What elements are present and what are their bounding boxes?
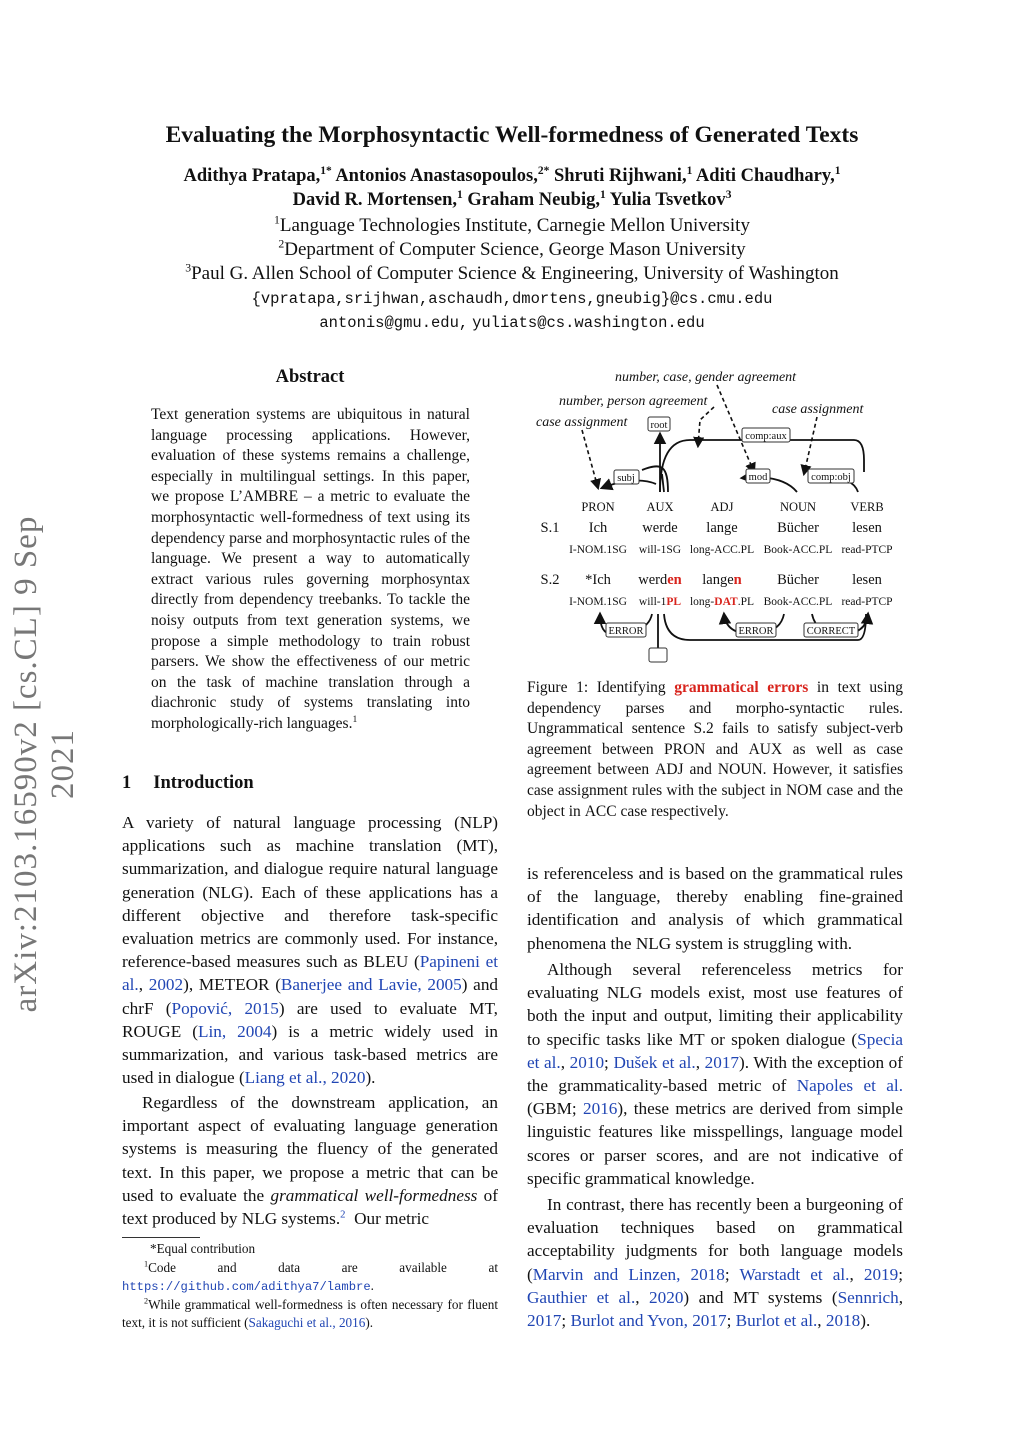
sentence-s2 <box>541 572 883 588</box>
citation-link[interactable]: 2017 <box>704 1052 739 1072</box>
relation-label-subj <box>614 470 639 484</box>
author: David R. Mortensen,$^1$ <box>292 188 463 210</box>
svg-text:lesen: lesen <box>852 572 882 588</box>
sentence-label: S.1 <box>540 520 560 536</box>
relation-label-comp-aux <box>742 428 790 442</box>
author: Antonios Anastasopoulos,$^{2*}$ <box>335 164 550 186</box>
svg-text:root: root <box>650 420 668 431</box>
svg-text:will-1PL: will-1PL <box>638 596 682 608</box>
figure-1-diagram <box>522 362 912 667</box>
pos-tags <box>581 500 883 514</box>
citation-link[interactable]: Dušek et al. <box>613 1052 696 1072</box>
author-line-1 <box>0 166 1024 187</box>
sentence-s1 <box>541 520 883 536</box>
svg-text:werde: werde <box>642 520 678 536</box>
svg-text:read-PTCP: read-PTCP <box>841 544 893 556</box>
svg-text:werden: werden <box>638 572 682 588</box>
annotation-case-assignment-left: case assignment <box>536 415 628 430</box>
email[interactable]: antonis@gmu.edu, <box>319 314 469 332</box>
abstract-heading: Abstract <box>275 367 345 387</box>
citation-link[interactable]: Sennrich <box>837 1287 899 1307</box>
svg-text:Book-ACC.PL: Book-ACC.PL <box>763 544 833 556</box>
author: Shruti Rijhwani,$^1$ <box>553 164 693 186</box>
svg-text:subj: subj <box>617 473 635 484</box>
citation-link[interactable]: Gauthier et al. <box>527 1287 636 1307</box>
author: Aditi Chaudhary,$^1$ <box>695 164 841 186</box>
pos-tag: VERB <box>850 500 884 514</box>
arxiv-identifier: arXiv:2103.16590v2 [cs.CL] 9 Sep 2021 <box>8 515 81 1013</box>
citation-link[interactable]: Burlot et al. <box>735 1311 818 1331</box>
svg-text:comp:aux: comp:aux <box>745 431 787 442</box>
affiliation: $^3$Paul G. Allen School of Computer Science & Engineering, University of Washington <box>185 261 839 284</box>
annotation-number-case-gender: number, case, gender agreement <box>615 370 797 385</box>
citation-link[interactable]: Sakaguchi et al., 2016 <box>248 1315 366 1330</box>
svg-text:long-ACC.PL: long-ACC.PL <box>689 544 755 556</box>
citation-link[interactable]: 2019 <box>863 1264 899 1284</box>
svg-text:ERROR: ERROR <box>608 626 644 637</box>
right-paragraph-2: Although several referenceless metrics for evaluating NLG models exist, most use features of both the input and output, limiting their applicability to specific tasks like MT or spoken dialogue (Specia et al., 2010; Dušek et al., 2017). With the exception of the grammaticality-based metric of Napoles et al. (GBM; 2016), these metrics are derived from simple linguistic features like misspellings, language model scores or parser scores, and are not indicative of specific grammatical knowledge. <box>527 960 904 1188</box>
footnote-equal: *Equal contribution <box>150 1241 256 1256</box>
pos-tag: AUX <box>646 500 674 514</box>
annotation-number-person: number, person agreement <box>559 394 708 409</box>
figure-1-caption: Figure 1: Identifying grammatical errors in text using dependency parses and morpho-syntactic rules. Ungrammatical sentence S.2 fails to satisfy subject-verb agreement between PRON and AUX as well as case agreement between ADJ and NOUN. However, it satisfies case assignment rules with the subject in NOM case and the object in ACC case respectively. <box>527 679 904 820</box>
svg-text:I-NOM.1SG: I-NOM.1SG <box>569 544 627 556</box>
section-heading: 1 Introduction <box>122 773 254 793</box>
footnote-2: $^2$While grammatical well-formedness is often necessary for fluent text, it is not sufficient (Sakaguchi et al., 2016). <box>122 1296 498 1330</box>
abstract-body: Text generation systems are ubiquitous in natural language processing applications. However, evaluation of these systems remains a challenge, especially in multilingual settings. In this paper, we propose L’AMBRE – a metric to evaluate the morphosyntactic well-formedness of text using its dependency parse and morphosyntactic rules of the language. We present a way to automatically extract various rules governing morphosyntax directly from dependency treebanks. To tackle the noisy outputs from text generation systems, we propose a simple methodology to train robust parsers. We show the effectiveness of our metric on the task of machine translation through a diachronic study of systems translating into morphologically-rich languages.$^1$ <box>151 406 471 732</box>
right-paragraph-1: is referenceless and is based on the grammatical rules of the language, thereby enabling fine-grained identification and analysis of which grammatical phenomena the NLG system is struggling with. <box>527 864 903 953</box>
citation-link[interactable]: 2016 <box>583 1099 618 1119</box>
verdict-correct <box>804 623 858 637</box>
citation-link[interactable]: Papineni et al. <box>122 952 498 995</box>
relation-label-root <box>648 417 670 431</box>
sentence-label: S.2 <box>540 572 560 588</box>
paper-title: Evaluating the Morphosyntactic Well-formedness of Generated Texts <box>165 122 859 148</box>
citation-link[interactable]: 2010 <box>569 1052 605 1072</box>
svg-text:mod: mod <box>748 472 768 483</box>
glosses-s1 <box>569 544 892 556</box>
footnote-link[interactable]: 2 <box>340 1209 346 1221</box>
svg-text:ERROR: ERROR <box>738 626 774 637</box>
svg-text:*Ich: *Ich <box>585 572 611 588</box>
intro-paragraph-2: Regardless of the downstream application, an important aspect of evaluating language generation systems is measuring the fluency of the generated text. In this paper, we propose a metric that can be used to evaluate the grammatical well-formedness of text produced by NLG systems.$^2$ Our metric <box>122 1093 498 1229</box>
glosses-s2 <box>569 596 892 608</box>
svg-text:CORRECT: CORRECT <box>806 626 856 637</box>
svg-text:will-1SG: will-1SG <box>638 544 682 556</box>
svg-text:Bücher: Bücher <box>777 572 819 588</box>
svg-text:I-NOM.1SG: I-NOM.1SG <box>569 596 627 608</box>
svg-text:long-DAT.PL: long-DAT.PL <box>689 596 755 608</box>
citation-link[interactable]: Banerjee and Lavie, 2005 <box>280 975 462 995</box>
intro-paragraph-1: A variety of natural language processing (NLP) applications such as machine translation (MT), summarization, and dialogue require natural language generation (NLG). Each of these applications has a different objective and therefore task-specific evaluation metrics are commonly used. For instance, reference-based measures such as BLEU (Papineni et al., 2002), METEOR (Banerjee and Lavie, 2005) and chrF (Popović, 2015) are used to evaluate MT, ROUGE (Lin, 2004) is a metric widely used in summarization, and various task-based metrics are used in dialogue (Liang et al., 2020). <box>122 813 499 1088</box>
email-line-2 <box>0 314 1024 332</box>
verdict-error-2 <box>736 623 776 637</box>
root-box-s2 <box>649 648 667 662</box>
svg-text:lange: lange <box>706 520 738 536</box>
verdict-error-1 <box>606 623 646 637</box>
citation-link[interactable]: 2018 <box>825 1311 861 1331</box>
caption-highlight: grammatical errors <box>674 679 809 696</box>
citation-link[interactable]: 2002 <box>148 975 184 995</box>
pos-tag: NOUN <box>779 500 817 514</box>
citation-link[interactable]: 2020 <box>649 1287 684 1307</box>
relation-label-mod <box>746 469 770 483</box>
pos-tag: PRON <box>581 500 615 514</box>
svg-text:Bücher: Bücher <box>777 520 819 536</box>
affiliation: $^2$Department of Computer Science, George Mason University <box>278 237 746 260</box>
svg-text:langen: langen <box>702 572 742 588</box>
author: Adithya Pratapa,$^{1*}$ <box>183 164 332 186</box>
affiliation: $^1$Language Technologies Institute, Carnegie Mellon University <box>274 213 750 236</box>
metric-name: L’AMBRE <box>229 488 299 506</box>
footnote-rule <box>122 1237 200 1238</box>
svg-text:Ich: Ich <box>588 520 608 536</box>
pos-tag: ADJ <box>710 500 734 514</box>
author-line-2 <box>0 190 1024 211</box>
citation-link[interactable]: Popović, 2015 <box>171 998 279 1018</box>
annotation-case-assignment-right: case assignment <box>772 402 864 417</box>
citation-link[interactable]: Lin, 2004 <box>197 1021 272 1041</box>
right-paragraph-3: In contrast, there has recently been a burgeoning of evaluation techniques based on grammatical acceptability judgments for both language models (Marvin and Linzen, 2018; Warstadt et al., 2019; Gauthier et al., 2020) and MT systems (Sennrich, 2017; Burlot and Yvon, 2017; Burlot et al., 2018). <box>527 1195 903 1331</box>
footnote-1: $^1$Code and data are available at https://github.com/adithya7/lambre. <box>122 1259 498 1294</box>
svg-text:Book-ACC.PL: Book-ACC.PL <box>763 596 833 608</box>
citation-link[interactable]: Burlot and Yvon, 2017 <box>570 1311 727 1331</box>
code-url-link[interactable]: https://github.com/adithya7/lambre <box>122 1280 371 1294</box>
svg-text:read-PTCP: read-PTCP <box>841 596 893 608</box>
citation-link[interactable]: Napoles et al. <box>796 1076 903 1096</box>
email-line-1: {vpratapa,srijhwan,aschaudh,dmortens,gneubig}@cs.cmu.edu <box>251 290 773 308</box>
citation-link[interactable]: Marvin and Linzen, 2018 <box>532 1264 725 1284</box>
citation-link[interactable]: Specia et al. <box>527 1029 903 1072</box>
svg-text:comp:obj: comp:obj <box>811 472 851 483</box>
citation-link[interactable]: Warstadt et al. <box>739 1264 850 1284</box>
svg-text:lesen: lesen <box>852 520 882 536</box>
citation-link[interactable]: 2017 <box>527 1311 562 1331</box>
author: Yulia Tsvetkov$^3$ <box>609 188 732 210</box>
citation-link[interactable]: Liang et al., 2020 <box>244 1068 366 1088</box>
email[interactable]: yuliats@cs.washington.edu <box>472 314 705 332</box>
relation-label-comp-obj <box>808 469 854 483</box>
author: Graham Neubig,$^1$ <box>467 188 606 210</box>
